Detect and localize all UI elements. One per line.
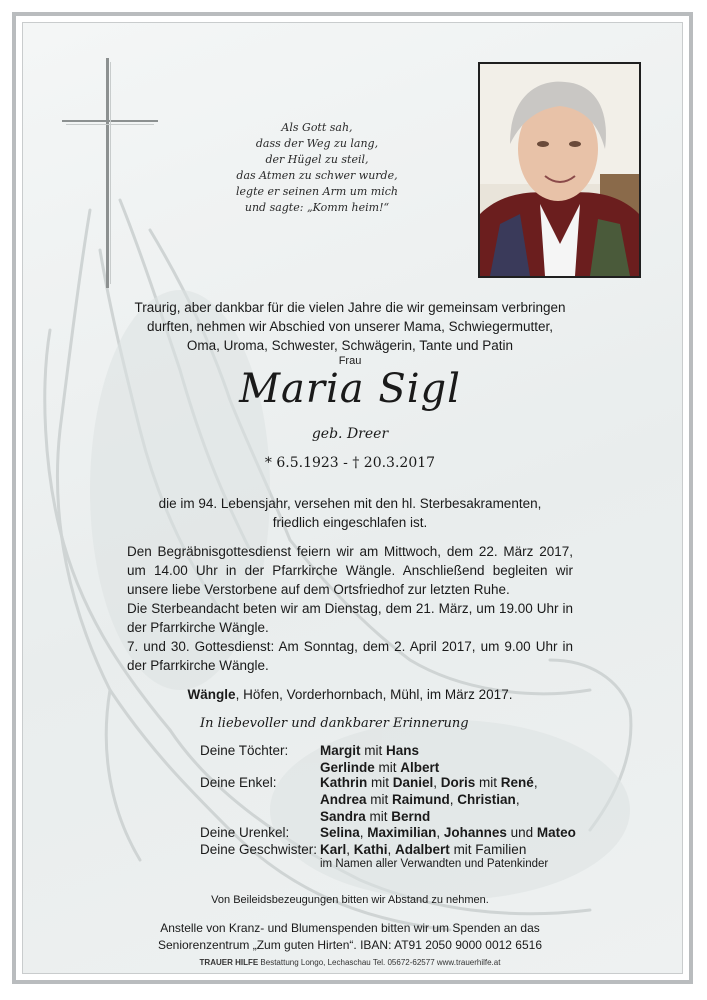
- vigil-paragraph: Die Sterbeandacht beten wir am Dienstag, dem 21. März, um 19.00 Uhr in der Pfarrkirche Wängle.: [127, 601, 573, 635]
- intro-line: durften, nehmen wir Abschied von unserer Mama, Schwiegermutter,: [147, 319, 553, 334]
- daughters-line: Gerlinde mit Albert: [320, 760, 440, 775]
- other-relatives: im Namen aller Verwandten und Patenkinder: [320, 858, 549, 870]
- poem-line: und sagte: „Komm heim!“: [244, 201, 390, 214]
- daughters-label: Deine Töchter:: [200, 743, 289, 758]
- siblings-label: Deine Geschwister:: [200, 842, 318, 857]
- place-rest: , Höfen, Vorderhornbach, Mühl, im März 2017.: [235, 687, 513, 702]
- life-dates: * 6.5.1923 - † 20.3.2017: [264, 455, 436, 471]
- cross-icon: [62, 58, 158, 288]
- great-grandchildren-label: Deine Urenkel:: [200, 825, 290, 840]
- deceased-name: Maria Sigl: [239, 366, 461, 412]
- poem-line: das Atmen zu schwer wurde,: [236, 169, 398, 182]
- poem-line: Als Gott sah,: [281, 121, 353, 134]
- age-line: die im 94. Lebensjahr, versehen mit den hl. Sterbesakramenten,: [158, 496, 542, 511]
- portrait-photo: [478, 62, 641, 278]
- siblings-line: Karl, Kathi, Adalbert mit Familien: [320, 842, 527, 857]
- grandchildren-line: Kathrin mit Daniel, Doris mit René,: [320, 775, 538, 790]
- age-text: [100, 494, 600, 532]
- intro-text: [100, 298, 600, 355]
- grandchildren-line: Sandra mit Bernd: [320, 809, 431, 824]
- poem: [222, 120, 412, 216]
- place-date: [100, 687, 600, 702]
- footer-brand: TRAUER HILFE: [199, 958, 259, 967]
- footer: [100, 958, 600, 967]
- intro-line: Oma, Uroma, Schwester, Schwägerin, Tante und Patin: [186, 338, 514, 353]
- memory-line: In liebevoller und dankbarer Erinnerung: [200, 716, 469, 731]
- maiden-name: geb. Dreer: [311, 426, 389, 442]
- poem-line: der Hügel zu steil,: [265, 153, 369, 166]
- donation-line: Seniorenzentrum „Zum guten Hirten“. IBAN: AT91 2050 9000 0012 6516: [157, 938, 542, 952]
- place-name: Wängle: [187, 687, 236, 702]
- daughters-line: Margit mit Hans: [320, 743, 420, 758]
- poem-line: dass der Weg zu lang,: [255, 137, 379, 150]
- salutation: Frau: [338, 355, 362, 367]
- footer-contact: Bestattung Longo, Lechaschau Tel. 05672-62577 www.trauerhilfe.at: [258, 958, 501, 967]
- age-line: friedlich eingeschlafen ist.: [272, 515, 428, 530]
- donation-note: [100, 920, 600, 954]
- great-grandchildren-line: Selina, Maximilian, Johannes und Mateo: [320, 825, 576, 840]
- condolences-note: Von Beileidsbezeugungen bitten wir Abstand zu nehmen.: [211, 894, 489, 906]
- intro-line: Traurig, aber dankbar für die vielen Jahre die wir gemeinsam verbringen: [134, 300, 566, 315]
- funeral-paragraph: Den Begräbnisgottesdienst feiern wir am Mittwoch, dem 22. März 2017, um 14.00 Uhr in der Pfarrkirche Wängle. Anschließend begleiten wir unsere liebe Verstorbene auf dem Ortsfriedhof zur letzten Ruhe.: [127, 544, 573, 597]
- poem-line: legte er seinen Arm um mich: [236, 185, 398, 198]
- grandchildren-line: Andrea mit Raimund, Christian,: [320, 792, 520, 807]
- mass-paragraph: 7. und 30. Gottesdienst: Am Sonntag, dem 2. April 2017, um 9.00 Uhr in der Pfarrkirche Wängle.: [127, 639, 573, 673]
- grandchildren-label: Deine Enkel:: [200, 775, 277, 790]
- donation-line: Anstelle von Kranz- und Blumenspenden bitten wir um Spenden an das: [160, 921, 540, 935]
